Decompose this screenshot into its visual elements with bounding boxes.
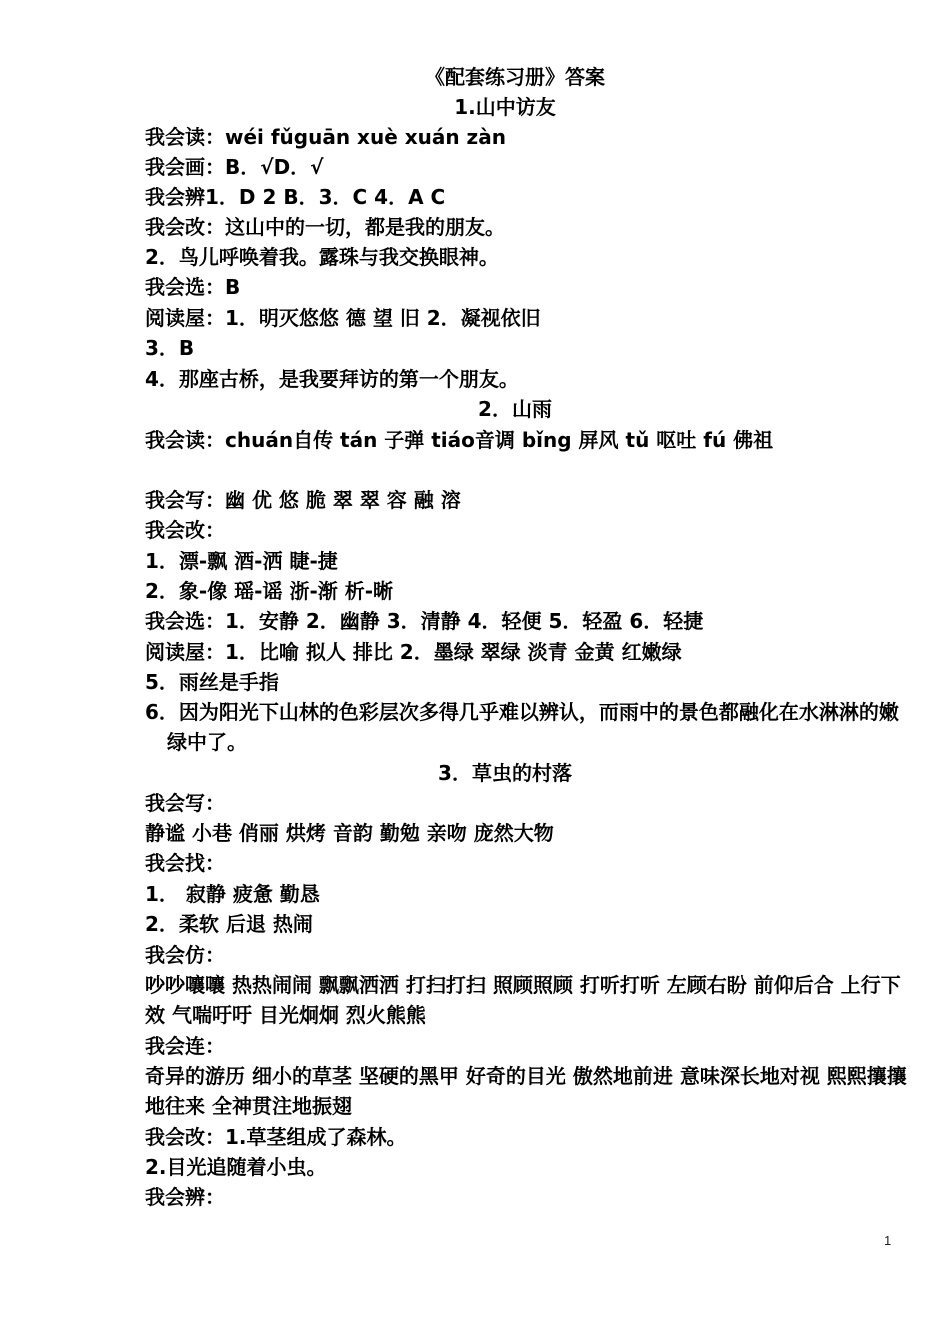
s3-connect-label: 我会连： — [145, 1034, 225, 1058]
section-3-heading: 3．草虫的村落 — [438, 761, 572, 785]
s2-reading-6: 6．因为阳光下山林的色彩层次多得几乎难以辨认，而雨中的景色都融化在水淋淋的嫩绿中了。 — [145, 700, 899, 754]
s3-correct-1: 我会改：1.草茎组成了森林。 — [145, 1125, 407, 1149]
s3-imitate-label: 我会仿： — [145, 943, 225, 967]
s1-read: 我会读：wéi fǔguān xuè xuán zàn — [145, 125, 506, 149]
page-number: 1 — [884, 1233, 892, 1248]
s1-correct: 我会改：这山中的一切，都是我的朋友。 — [145, 215, 505, 239]
section-1-heading: 1.山中访友 — [454, 95, 556, 119]
s1-distinguish: 我会辨1．D 2 B．3．C 4．A C — [145, 185, 446, 209]
s1-reading-4: 4．那座古桥，是我要拜访的第一个朋友。 — [145, 367, 519, 391]
s3-write: 静谧 小巷 俏丽 烘烤 音韵 勤勉 亲吻 庞然大物 — [145, 821, 554, 845]
s3-correct-2: 2.目光追随着小虫。 — [145, 1155, 327, 1179]
s3-connect: 奇异的游历 细小的草茎 坚硬的黑甲 好奇的目光 傲然地前进 意味深长地对视 熙熙攘攘地往来 全神贯注地振翅 — [145, 1064, 907, 1118]
s1-correct-2: 2．鸟儿呼唤着我。露珠与我交换眼神。 — [145, 245, 499, 269]
s2-correct-2: 2．象-像 瑶-谣 浙-渐 析-晰 — [145, 579, 394, 603]
s2-write: 我会写：幽 优 悠 脆 翠 翠 容 融 溶 — [145, 488, 461, 512]
s1-reading-1: 阅读屋：1．明灭悠悠 德 望 旧 2．凝视依旧 — [145, 306, 541, 330]
s3-imitate: 吵吵嚷嚷 热热闹闹 飘飘洒洒 打扫打扫 照顾照顾 打听打听 左顾右盼 前仰后合 上行下效 气喘吁吁 目光炯炯 烈火熊熊 — [145, 973, 901, 1027]
s2-choose: 我会选：1．安静 2．幽静 3．清静 4．轻便 5．轻盈 6．轻捷 — [145, 609, 704, 633]
s3-find-1: 1． 寂静 疲惫 勤恳 — [145, 882, 320, 906]
s3-distinguish-label: 我会辨： — [145, 1185, 225, 1209]
s1-draw: 我会画：B．√D．√ — [145, 155, 324, 179]
s2-read: 我会读：chuán自传 tán 子弹 tiáo音调 bǐng 屏风 tǔ 呕吐 fú 佛祖 — [145, 428, 774, 452]
s2-reading-1: 阅读屋：1．比喻 拟人 排比 2．墨绿 翠绿 淡青 金黄 红嫩绿 — [145, 640, 682, 664]
s2-correct-1: 1．漂-飘 酒-洒 睫-捷 — [145, 549, 338, 573]
s2-correct-label: 我会改： — [145, 518, 225, 542]
s3-find-label: 我会找： — [145, 851, 225, 875]
document-title: 《配套练习册》答案 — [425, 65, 605, 89]
s1-choose: 我会选：B — [145, 275, 241, 299]
s1-reading-3: 3．B — [145, 336, 195, 360]
s2-reading-5: 5．雨丝是手指 — [145, 670, 279, 694]
s3-find-2: 2．柔软 后退 热闹 — [145, 912, 313, 936]
s3-write-label: 我会写： — [145, 791, 225, 815]
section-2-heading: 2．山雨 — [478, 397, 552, 421]
